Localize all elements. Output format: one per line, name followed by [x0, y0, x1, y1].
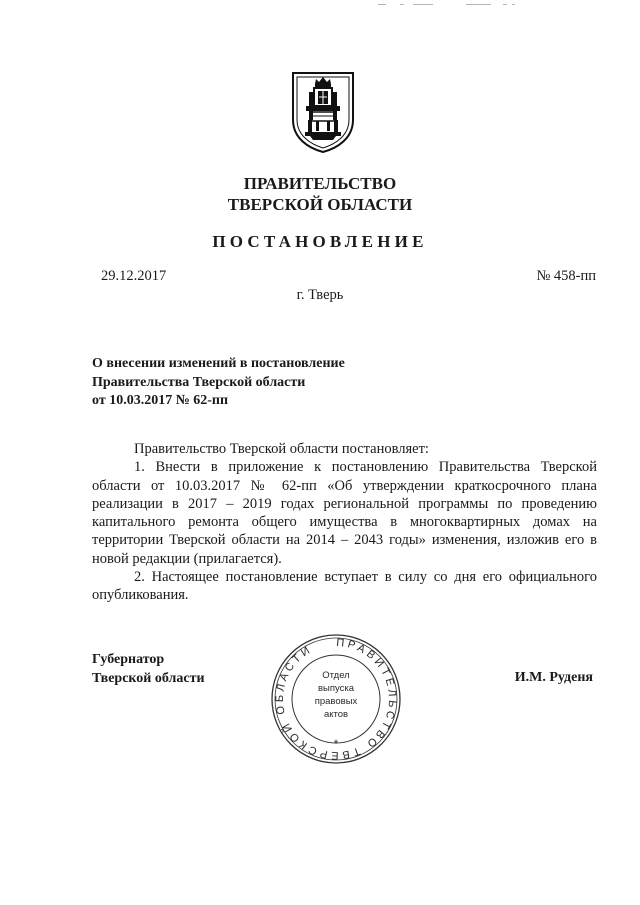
document-city: г. Тверь [296, 287, 344, 303]
document-number: № 458-пп [536, 268, 596, 284]
document-date: 29.12.2017 [101, 268, 167, 284]
subject-line2: Правительства Тверской области [92, 374, 306, 390]
signer-title-line1: Губернатор [92, 652, 165, 667]
scan-artifacts [378, 4, 528, 8]
signer-name: И.М. Руденя [514, 670, 593, 685]
signer-title [92, 651, 205, 688]
government-title-line1: ПРАВИТЕЛЬСТВО [243, 174, 397, 193]
document-subject [92, 355, 345, 411]
body-intro: Правительство Тверской области постановляет: [134, 441, 429, 457]
stamp-line3: правовых [314, 696, 358, 707]
stamp-line2: выпуска [317, 683, 355, 694]
subject-line1: О внесении изменений в постановление [92, 356, 345, 371]
signer-title-line2: Тверской области [92, 670, 205, 686]
subject-line3: от 10.03.2017 № 62-пп [92, 393, 229, 408]
document-type: ПОСТАНОВЛЕНИЕ [212, 232, 428, 251]
stamp-star: * [333, 738, 339, 750]
stamp-line4: актов [323, 709, 349, 720]
government-title [0, 173, 640, 215]
coat-of-arms-emblem [290, 70, 356, 154]
document-body [92, 440, 597, 605]
stamp-ring-text: ПРАВИТЕЛЬСТВО ТВЕРСКОЙ ОБЛАСТИ [273, 636, 399, 762]
stamp-line1: Отдел [322, 670, 350, 681]
body-item-1: 1. Внести в приложение к постановлению Правительства Тверской области от 10.03.2017 № 62-пп «Об утверждении краткосрочного плана реализации в 2017 – 2019 годах региональной программы по проведению капитального ремонта общего имущества в многоквартирных домах на территории Тверской области на 2014 – 2043 годы» изменения, изложив его в новой редакции (прилагается). [92, 459, 597, 567]
stamp-inner-text [269, 632, 403, 766]
body-item-2: 2. Настоящее постановление вступает в силу со дня его официального опубликования. [92, 569, 597, 604]
official-stamp [269, 632, 403, 766]
government-title-line2: ТВЕРСКОЙ ОБЛАСТИ [227, 195, 413, 214]
